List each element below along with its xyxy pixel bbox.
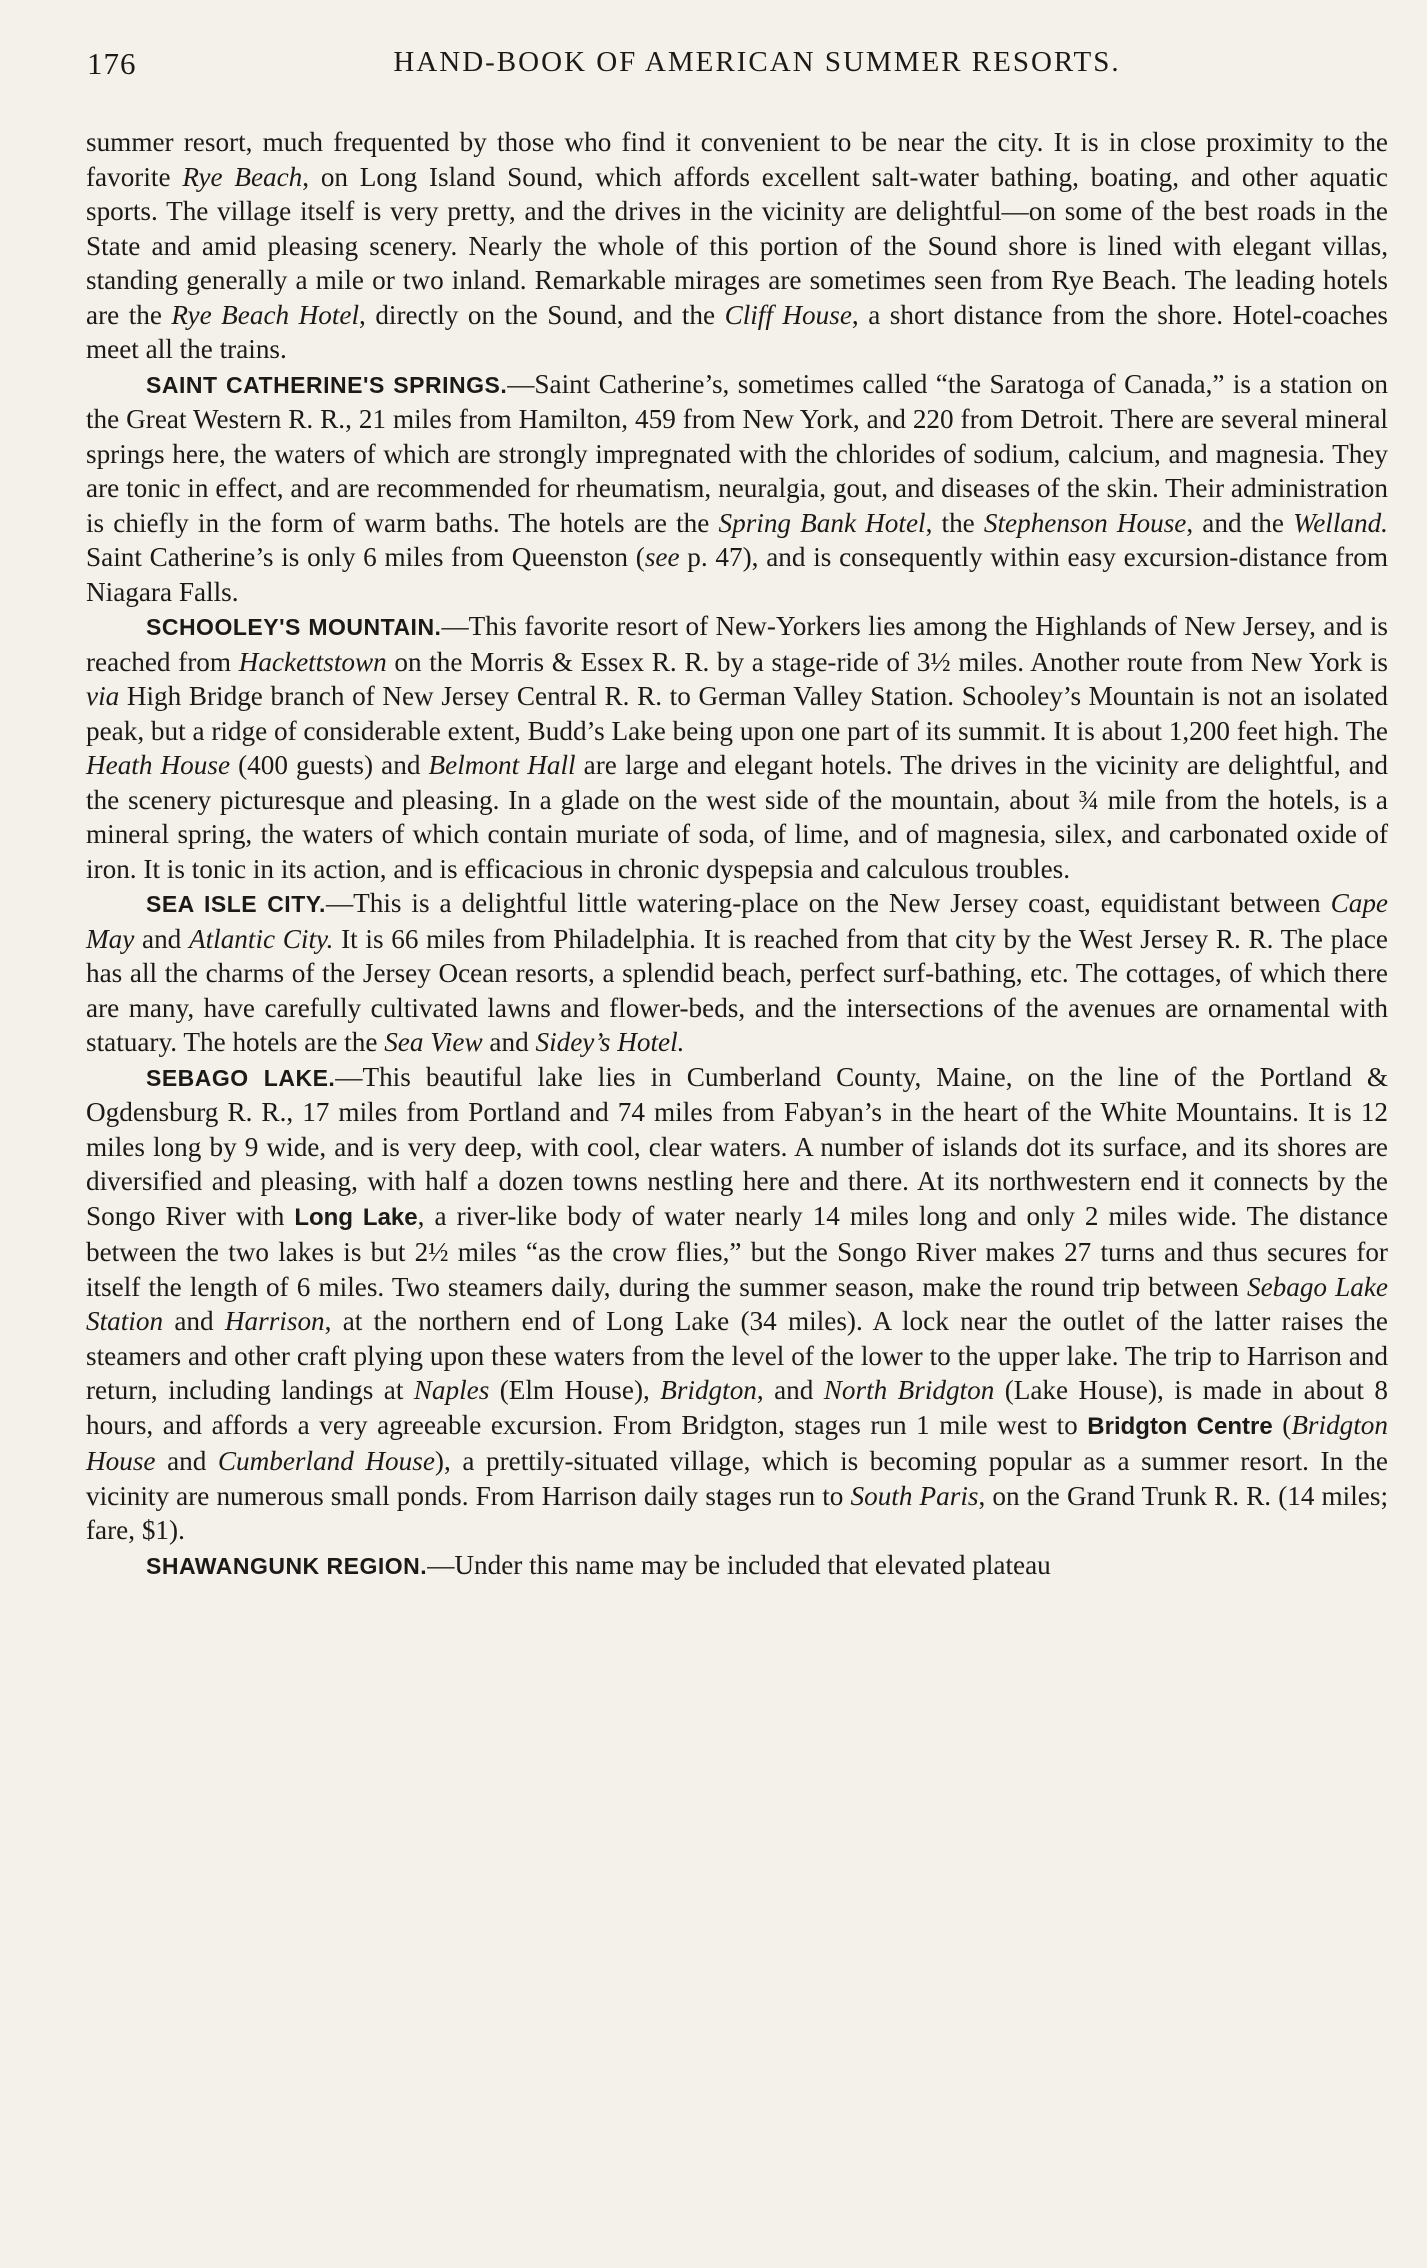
hotel-name: Bridgton House — [86, 1409, 1388, 1476]
paragraph-rye-continuation: summer resort, much frequented by those who find it convenient to be near the city. It is in close proximity to the favorite Rye Beach, on Long Island Sound, which affords excellent salt-water bathing, boating, and other aquatic sports. The village itself is very pretty, and the drives in the vicinity are delightful—on some of the best roads in the State and amid pleasing scenery. Nearly the whole of this portion of the Sound shore is lined with elegant villas, standing generally a mile or two inland. Remarkable mirages are sometimes seen from Rye Beach. The leading hotels are the Rye Beach Hotel, directly on the Sound, and the Cliff House, a short distance from the shore. Hotel-coaches meet all the trains. — [86, 127, 1388, 364]
place-name: South Paris — [850, 1480, 979, 1511]
place-name: Naples — [413, 1375, 490, 1405]
page-number: 176 — [87, 46, 137, 81]
entry-schooleys-mountain: SCHOOLEY'S MOUNTAIN.—This favorite resort of New-Yorkers lies among the Highlands of New Jersey, and is reached from Hackettstown on the Morris & Essex R. R. by a stage-ride of 3½ miles. Another route from New York is via High Bridge branch of New Jersey Central R. R. to German Valley Station. Schooley’s Mountain is not an isolated peak, but a ridge of considerable extent, Budd’s Lake being upon one part of its summit. It is about 1,200 feet high. The Heath House (400 guests) and Belmont Hall are large and elegant hotels. The drives in the vicinity are delightful, and the scenery picturesque and pleasing. In a glade on the west side of the mountain, about ¾ mile from the hotels, is a mineral spring, the waters of which contain muriate of soda, of lime, and of magnesia, silex, and carbonated oxide of iron. It is tonic in its action, and is efficacious in chronic dyspepsia and calculous troubles. — [86, 611, 1389, 884]
entry-heading: SEBAGO LAKE. — [146, 1064, 336, 1091]
entry-heading: SEA ISLE CITY. — [146, 891, 326, 917]
place-name: Rye Beach — [182, 161, 303, 192]
place-name: Hackettstown — [238, 646, 387, 677]
hotel-name: Stephenson House — [983, 507, 1187, 538]
place-name: Cape May — [86, 888, 1388, 954]
place-name: Bridgton — [660, 1375, 757, 1405]
hotel-name: Rye Beach Hotel — [171, 299, 360, 330]
place-name: North Bridgton — [823, 1375, 995, 1405]
place-name-bold: Long Lake — [294, 1203, 418, 1231]
entry-heading: SAINT CATHERINE'S SPRINGS. — [146, 371, 508, 398]
hotel-name: Welland. — [1293, 507, 1388, 538]
body-text — [86, 125, 1388, 1583]
entry-heading: SCHOOLEY'S MOUNTAIN. — [146, 614, 442, 640]
hotel-name: Sidey’s Hotel. — [535, 1027, 685, 1057]
place-name: Sebago Lake Station — [86, 1271, 1388, 1336]
entry-saint-catherines-springs: SAINT CATHERINE'S SPRINGS.—Saint Catherine’s, sometimes called “the Saratoga of Canada,” is a station on the Great Western R. R., 21 miles from Hamilton, 459 from New York, and 220 from Detroit. There are several mineral springs here, the waters of which are strongly impregnated with the chlorides of sodium, calcium, and magnesia. They are tonic in effect, and are recommended for rheumatism, neuralgia, gout, and diseases of the skin. Their administration is chiefly in the form of warm baths. The hotels are the Spring Bank Hotel, the Stephenson House, and the Welland. Saint Catherine’s is only 6 miles from Queenston (see p. 47), and is consequently within easy excursion-distance from Niagara Falls. — [86, 368, 1389, 607]
place-name-bold: Bridgton Centre — [1087, 1412, 1273, 1440]
hotel-name: Spring Bank Hotel — [718, 507, 926, 538]
entry-heading: SHAWANGUNK REGION. — [146, 1552, 428, 1579]
hotel-name: Sea View — [384, 1027, 483, 1057]
running-head: HAND-BOOK OF AMERICAN SUMMER RESORTS. — [393, 46, 1121, 78]
place-name: Harrison — [224, 1306, 325, 1336]
hotel-name: Belmont Hall — [428, 750, 576, 780]
page-header — [87, 46, 1387, 86]
hotel-name: Cumberland House — [217, 1446, 435, 1476]
hotel-name: Cliff House — [724, 299, 852, 330]
entry-sebago-lake: SEBAGO LAKE.—This beautiful lake lies in Cumberland County, Maine, on the line of the Portland & Ogdensburg R. R., 17 miles from Portland and 74 miles from Fabyan’s in the heart of the White Mountains. It is 12 miles long by 9 wide, and is very deep, with cool, clear waters. A number of islands dot its surface, and its shores are diversified and pleasing, with half a dozen towns nestling here and there. At its northwestern end it connects by the Songo River with Long Lake, a river-like body of water nearly 14 miles long and only 2 miles wide. The distance between the two lakes is but 2½ miles “as the crow flies,” but the Songo River makes 27 turns and thus secures for itself the length of 6 miles. Two steamers daily, during the summer season, make the round trip between Sebago Lake Station and Harrison, at the northern end of Long Lake (34 miles). A lock near the outlet of the latter raises the steamers and other craft plying upon these waters from the level of the lower to the upper lake. The trip to Harrison and return, including landings at Naples (Elm House), Bridgton, and North Bridgton (Lake House), is made in about 8 hours, and affords a very agreeable excursion. From Bridgton, stages run 1 mile west to Bridgton Centre (Bridgton House and Cumberland House), a prettily-situated village, which is becoming popular as a summer resort. In the vicinity are numerous small ponds. From Harrison daily stages run to South Paris, on the Grand Trunk R. R. (14 miles; fare, $1). — [86, 1061, 1389, 1545]
hotel-name: Heath House — [86, 750, 231, 780]
entry-shawangunk-region: SHAWANGUNK REGION.—Under this name may be included that elevated plateau — [146, 1549, 1051, 1580]
place-name: Atlantic City. — [188, 923, 334, 954]
entry-sea-isle-city: SEA ISLE CITY.—This is a delightful little watering-place on the New Jersey coast, equidistant between Cape May and Atlantic City. It is 66 miles from Philadelphia. It is reached from that city by the West Jersey R. R. The place has all the charms of the Jersey Ocean resorts, a splendid beach, perfect surf-bathing, etc. The cottages, of which there are many, have carefully cultivated lawns and flower-beds, and the intersections of the avenues are ornamental with statuary. The hotels are the Sea View and Sidey’s Hotel. — [86, 888, 1388, 1057]
